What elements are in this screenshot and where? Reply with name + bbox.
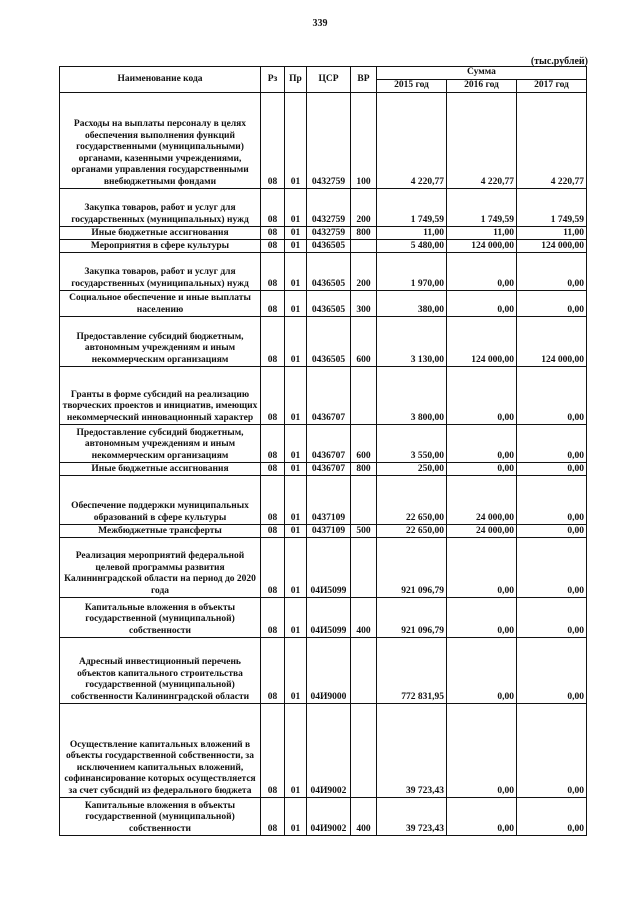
table-row: [60, 93, 587, 189]
row-vr: [351, 367, 377, 425]
row-sum-2016: 0,00: [447, 425, 517, 463]
row-pr: 01: [285, 317, 307, 367]
row-sum-2016: 0,00: [447, 291, 517, 317]
row-pr: 01: [285, 598, 307, 638]
row-name: Реализация мероприятий федеральной целевой программы развития Калининградской области на период до 2020 года: [60, 538, 261, 598]
row-rz: 08: [261, 189, 285, 227]
table-row: [60, 253, 587, 291]
row-name: Предоставление субсидий бюджетным, автономным учреждениям и иным некоммерческим организациям: [60, 425, 261, 463]
row-name: Иные бюджетные ассигнования: [60, 227, 261, 240]
row-csr: 0432759: [307, 227, 351, 240]
row-sum-2015: 772 831,95: [377, 638, 447, 704]
row-sum-2015: 5 480,00: [377, 240, 447, 253]
row-vr: [351, 704, 377, 798]
units-label: (тыс.рублей): [530, 56, 588, 67]
row-sum-2017: 0,00: [517, 598, 587, 638]
header-csr: ЦСР: [307, 67, 351, 93]
row-rz: 08: [261, 538, 285, 598]
row-sum-2017: 0,00: [517, 463, 587, 476]
table-row: [60, 240, 587, 253]
row-csr: 0432759: [307, 189, 351, 227]
row-sum-2016: 0,00: [447, 367, 517, 425]
row-sum-2015: 921 096,79: [377, 538, 447, 598]
row-sum-2016: 0,00: [447, 598, 517, 638]
table-row: [60, 638, 587, 704]
row-pr: 01: [285, 367, 307, 425]
row-vr: [351, 476, 377, 525]
table-row: [60, 291, 587, 317]
row-name: Расходы на выплаты персоналу в целях обеспечения выполнения функций государственными (муниципальными) органами, казенными учреждениями, органами управления государственными внебюджетными фондами: [60, 93, 261, 189]
row-sum-2017: 1 749,59: [517, 189, 587, 227]
row-pr: 01: [285, 704, 307, 798]
row-sum-2015: 11,00: [377, 227, 447, 240]
row-vr: 200: [351, 189, 377, 227]
row-name: Адресный инвестиционный перечень объектов капитального строительства государственной (муниципальной) собственности Калининградской области: [60, 638, 261, 704]
table-row: [60, 463, 587, 476]
row-vr: [351, 638, 377, 704]
row-sum-2017: 124 000,00: [517, 240, 587, 253]
row-sum-2017: 0,00: [517, 798, 587, 836]
row-sum-2015: 3 130,00: [377, 317, 447, 367]
header-2017: 2017 год: [517, 80, 587, 93]
row-rz: 08: [261, 598, 285, 638]
table-row: [60, 598, 587, 638]
row-rz: 08: [261, 525, 285, 538]
row-vr: 400: [351, 598, 377, 638]
row-name: Капитальные вложения в объекты государственной (муниципальной) собственности: [60, 798, 261, 836]
row-csr: 04И5099: [307, 538, 351, 598]
row-sum-2015: 4 220,77: [377, 93, 447, 189]
row-csr: 0437109: [307, 476, 351, 525]
row-rz: 08: [261, 367, 285, 425]
row-name: Межбюджетные трансферты: [60, 525, 261, 538]
row-rz: 08: [261, 798, 285, 836]
row-rz: 08: [261, 425, 285, 463]
row-csr: 0436707: [307, 425, 351, 463]
row-sum-2017: 0,00: [517, 425, 587, 463]
row-sum-2017: 11,00: [517, 227, 587, 240]
row-sum-2015: 1 749,59: [377, 189, 447, 227]
row-sum-2015: 380,00: [377, 291, 447, 317]
row-pr: 01: [285, 463, 307, 476]
row-sum-2016: 1 749,59: [447, 189, 517, 227]
row-vr: 200: [351, 253, 377, 291]
row-sum-2016: 124 000,00: [447, 240, 517, 253]
row-sum-2017: 4 220,77: [517, 93, 587, 189]
row-csr: 04И9002: [307, 798, 351, 836]
header-sum: Сумма: [377, 67, 587, 80]
row-sum-2016: 0,00: [447, 638, 517, 704]
row-csr: 0436707: [307, 367, 351, 425]
row-rz: 08: [261, 227, 285, 240]
row-name: Иные бюджетные ассигнования: [60, 463, 261, 476]
row-sum-2015: 39 723,43: [377, 704, 447, 798]
table-row: [60, 227, 587, 240]
row-rz: 08: [261, 240, 285, 253]
table-row: [60, 704, 587, 798]
table-row: [60, 189, 587, 227]
row-sum-2017: 0,00: [517, 525, 587, 538]
row-sum-2017: 0,00: [517, 638, 587, 704]
row-sum-2016: 124 000,00: [447, 317, 517, 367]
row-sum-2016: 0,00: [447, 704, 517, 798]
row-pr: 01: [285, 253, 307, 291]
row-csr: 0432759: [307, 93, 351, 189]
header-name: Наименование кода: [60, 67, 261, 93]
row-sum-2015: 921 096,79: [377, 598, 447, 638]
table-row: [60, 538, 587, 598]
row-sum-2016: 4 220,77: [447, 93, 517, 189]
row-sum-2015: 39 723,43: [377, 798, 447, 836]
table-row: [60, 317, 587, 367]
row-vr: 500: [351, 525, 377, 538]
row-rz: 08: [261, 638, 285, 704]
row-sum-2016: 24 000,00: [447, 476, 517, 525]
row-sum-2017: 0,00: [517, 291, 587, 317]
row-csr: 04И5099: [307, 598, 351, 638]
row-pr: 01: [285, 227, 307, 240]
row-csr: 0436505: [307, 240, 351, 253]
row-sum-2015: 1 970,00: [377, 253, 447, 291]
row-rz: 08: [261, 476, 285, 525]
row-sum-2016: 24 000,00: [447, 525, 517, 538]
row-rz: 08: [261, 317, 285, 367]
row-name: Закупка товаров, работ и услуг для государственных (муниципальных) нужд: [60, 253, 261, 291]
row-csr: 04И9002: [307, 704, 351, 798]
row-name: Осуществление капитальных вложений в объекты государственной собственности, за исключением капитальных вложений, софинансирование которых осуществляется за счет субсидий из федерального бюджета: [60, 704, 261, 798]
row-pr: 01: [285, 538, 307, 598]
row-csr: 0436505: [307, 317, 351, 367]
header-2015: 2015 год: [377, 80, 447, 93]
header-rz: Рз: [261, 67, 285, 93]
row-sum-2015: 22 650,00: [377, 476, 447, 525]
row-sum-2017: 0,00: [517, 476, 587, 525]
row-vr: [351, 240, 377, 253]
row-vr: 100: [351, 93, 377, 189]
row-pr: 01: [285, 291, 307, 317]
row-sum-2016: 0,00: [447, 538, 517, 598]
row-sum-2015: 3 550,00: [377, 425, 447, 463]
row-name: Гранты в форме субсидий на реализацию творческих проектов и инициатив, имеющих некоммерческий инновационный характер: [60, 367, 261, 425]
row-csr: 0436505: [307, 253, 351, 291]
row-rz: 08: [261, 704, 285, 798]
row-sum-2017: 0,00: [517, 253, 587, 291]
header-vr: ВР: [351, 67, 377, 93]
table-row: [60, 367, 587, 425]
header-pr: Пр: [285, 67, 307, 93]
table-body: [60, 93, 587, 836]
header-2016: 2016 год: [447, 80, 517, 93]
row-name: Капитальные вложения в объекты государственной (муниципальной) собственности: [60, 598, 261, 638]
row-csr: 0436707: [307, 463, 351, 476]
table-row: [60, 476, 587, 525]
row-pr: 01: [285, 189, 307, 227]
row-sum-2015: 3 800,00: [377, 367, 447, 425]
row-sum-2016: 11,00: [447, 227, 517, 240]
row-vr: [351, 538, 377, 598]
table-row: [60, 525, 587, 538]
row-csr: 0437109: [307, 525, 351, 538]
row-name: Закупка товаров, работ и услуг для государственных (муниципальных) нужд: [60, 189, 261, 227]
row-rz: 08: [261, 463, 285, 476]
row-pr: 01: [285, 525, 307, 538]
row-pr: 01: [285, 93, 307, 189]
row-vr: 300: [351, 291, 377, 317]
row-rz: 08: [261, 291, 285, 317]
row-sum-2017: 124 000,00: [517, 317, 587, 367]
row-sum-2017: 0,00: [517, 367, 587, 425]
table-row: [60, 425, 587, 463]
row-name: Социальное обеспечение и иные выплаты населению: [60, 291, 261, 317]
row-vr: 600: [351, 317, 377, 367]
row-sum-2016: 0,00: [447, 463, 517, 476]
row-vr: 800: [351, 227, 377, 240]
row-csr: 04И9000: [307, 638, 351, 704]
row-sum-2017: 0,00: [517, 704, 587, 798]
row-pr: 01: [285, 240, 307, 253]
row-sum-2016: 0,00: [447, 253, 517, 291]
row-name: Мероприятия в сфере культуры: [60, 240, 261, 253]
row-pr: 01: [285, 476, 307, 525]
row-rz: 08: [261, 253, 285, 291]
row-sum-2016: 0,00: [447, 798, 517, 836]
row-vr: 400: [351, 798, 377, 836]
row-sum-2015: 22 650,00: [377, 525, 447, 538]
row-rz: 08: [261, 93, 285, 189]
row-name: Предоставление субсидий бюджетным, автономным учреждениям и иным некоммерческим организациям: [60, 317, 261, 367]
row-sum-2015: 250,00: [377, 463, 447, 476]
row-vr: 600: [351, 425, 377, 463]
row-pr: 01: [285, 638, 307, 704]
budget-table: [59, 66, 587, 836]
row-csr: 0436505: [307, 291, 351, 317]
table-row: [60, 798, 587, 836]
row-pr: 01: [285, 425, 307, 463]
row-pr: 01: [285, 798, 307, 836]
row-name: Обеспечение поддержки муниципальных образований в сфере культуры: [60, 476, 261, 525]
page-number: 339: [312, 18, 328, 29]
row-sum-2017: 0,00: [517, 538, 587, 598]
row-vr: 800: [351, 463, 377, 476]
